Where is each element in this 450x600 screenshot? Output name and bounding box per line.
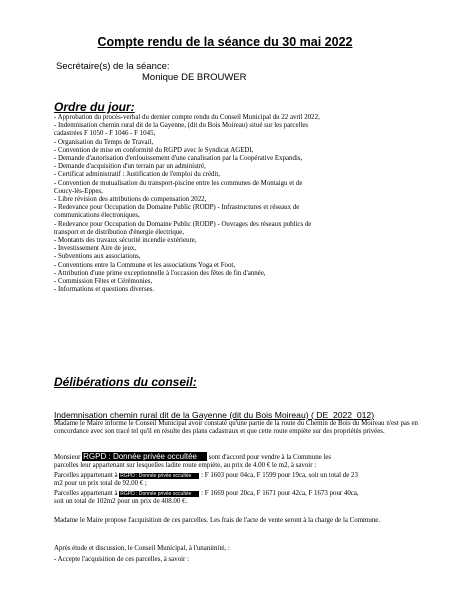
agenda-line: - Conventions entre la Commune et les associations Yoga et Foot, [54, 261, 236, 269]
deliberations-heading: Délibérations du conseil: [54, 375, 197, 389]
agenda-line: - Subventions aux associations, [54, 253, 141, 261]
agenda-line: - Convention de mutualisation du transport-piscine entre les communes de Montaigu et de [54, 179, 303, 187]
agenda-line: - Demande d'acquisition d'un terrain par un administré, [54, 163, 206, 171]
parcels-total: m2 pour un prix total de 92.00 € ; [54, 480, 147, 488]
agenda-line: - Investissement Aire de jeux, [54, 245, 137, 253]
agenda-line: - Montants des travaux sécurité incendie extérieure, [54, 237, 197, 245]
secretary-label: Secrétaire(s) de la séance: [56, 61, 170, 72]
agenda-line: - Libre révision des attributions de compensation 2022, [54, 196, 207, 204]
decision-item: - Accepte l'acquisition de ces parcelles, à savoir : [54, 556, 189, 563]
parcels-detail: : F 1669 pour 20ca, F 1671 pour 42ca, F 1673 pour 40ca, [201, 490, 359, 497]
agenda-line: - Attribution d'une prime exceptionnelle à l'occasion des fêtes de fin d'année, [54, 269, 266, 277]
sellers-line2: parcelles leur appartenant sur lesquelles ladite route empiète, au prix de 4.00 € le m2, à savoir : [54, 462, 317, 470]
deliberation-intro: Madame le Maire informe le Conseil Municipal avoir constaté qu'une partie de la route du Chemin de Bois du Moireau n'est pas en concordance avec son tracé tel qu'il en résulte des plans cadastraux et que cette route empiète sur des propriétés privées. [54, 420, 418, 436]
agenda-line: - Indemnisation chemin rural dit de la Gayenne, (dit du Bois Moireau) situé sur les parcelles [54, 122, 309, 130]
agenda-list [54, 114, 404, 294]
agenda-line: - Redevance pour Occupation du Domaine Public (RODP) - Infrastructures et réseaux de [54, 204, 300, 212]
agenda-line: communications électroniques, [54, 212, 140, 220]
agenda-line: - Informations et questions diverses. [54, 286, 155, 294]
sellers-suffix: sont d'accord pour vendre à la Commune les [208, 454, 332, 461]
document-title: Compte rendu de la séance du 30 mai 2022 [97, 35, 353, 49]
council-decision: Après étude et discussion, le Conseil Municipal, à l'unanimité, : [54, 545, 230, 552]
agenda-line: - Commission Fêtes et Cérémonies, [54, 278, 153, 286]
secretary-name: Monique DE BROUWER [142, 72, 247, 83]
redacted-data: RGPD : Donnée privée occultée [119, 491, 199, 497]
parcels-total: soit un total de 102m2 pour un prix de 408.00 €. [54, 498, 188, 506]
agenda-line: - Convention de mise en conformité du RGPD avec le Syndicat AGEDI, [54, 146, 254, 154]
parcels-prefix: Parcelles appartenant à [54, 490, 118, 497]
sellers-prefix: Monsieur [54, 454, 81, 461]
agenda-line: Coucy-lès-Eppes, [54, 187, 103, 195]
sellers-paragraph [54, 452, 418, 471]
agenda-line: - Organisation du Temps de Travail, [54, 138, 154, 146]
agenda-line: - Approbation du procès-verbal du dernier compte rendu du Conseil Municipal du 22 avril 2022, [54, 114, 320, 121]
parcels-detail: : F 1603 pour 04ca, F 1599 pour 19ca, soit un total de 23 [201, 472, 358, 479]
redacted-data: RGPD : Donnée privée occultée [82, 452, 207, 461]
agenda-line: cadastrées F 1050 - F 1046 - F 1045, [54, 130, 156, 138]
deliberation-subject: Indemnisation chemin rural dit de la Gayenne (dit du Bois Moireau) ( DE_2022_012) [54, 410, 375, 420]
agenda-heading: Ordre du jour: [54, 100, 135, 114]
parcels-paragraph-1 [54, 472, 418, 489]
agenda-line: transport et de distribution d'énergie électrique, [54, 228, 185, 236]
agenda-line: - Redevance pour Occupation du Domaine Public (RODP) - Ouvrages des réseaux publics de [54, 220, 312, 228]
agenda-line: - Certificat administratif : Justification de l'emploi du crédit, [54, 171, 220, 179]
parcels-prefix: Parcelles appartenant à [54, 472, 118, 479]
mayor-proposal: Madame le Maire propose l'acquisition de ces parcelles. Les frais de l'acte de vente seront à la charge de la Commune. [54, 517, 381, 524]
agenda-line: - Demande d'autorisation d'enfouissement d'une canalisation par la Coopérative Expandis, [54, 155, 303, 163]
parcels-paragraph-2 [54, 490, 418, 507]
redacted-data: RGPD : Donnée privée occultée [119, 473, 199, 479]
